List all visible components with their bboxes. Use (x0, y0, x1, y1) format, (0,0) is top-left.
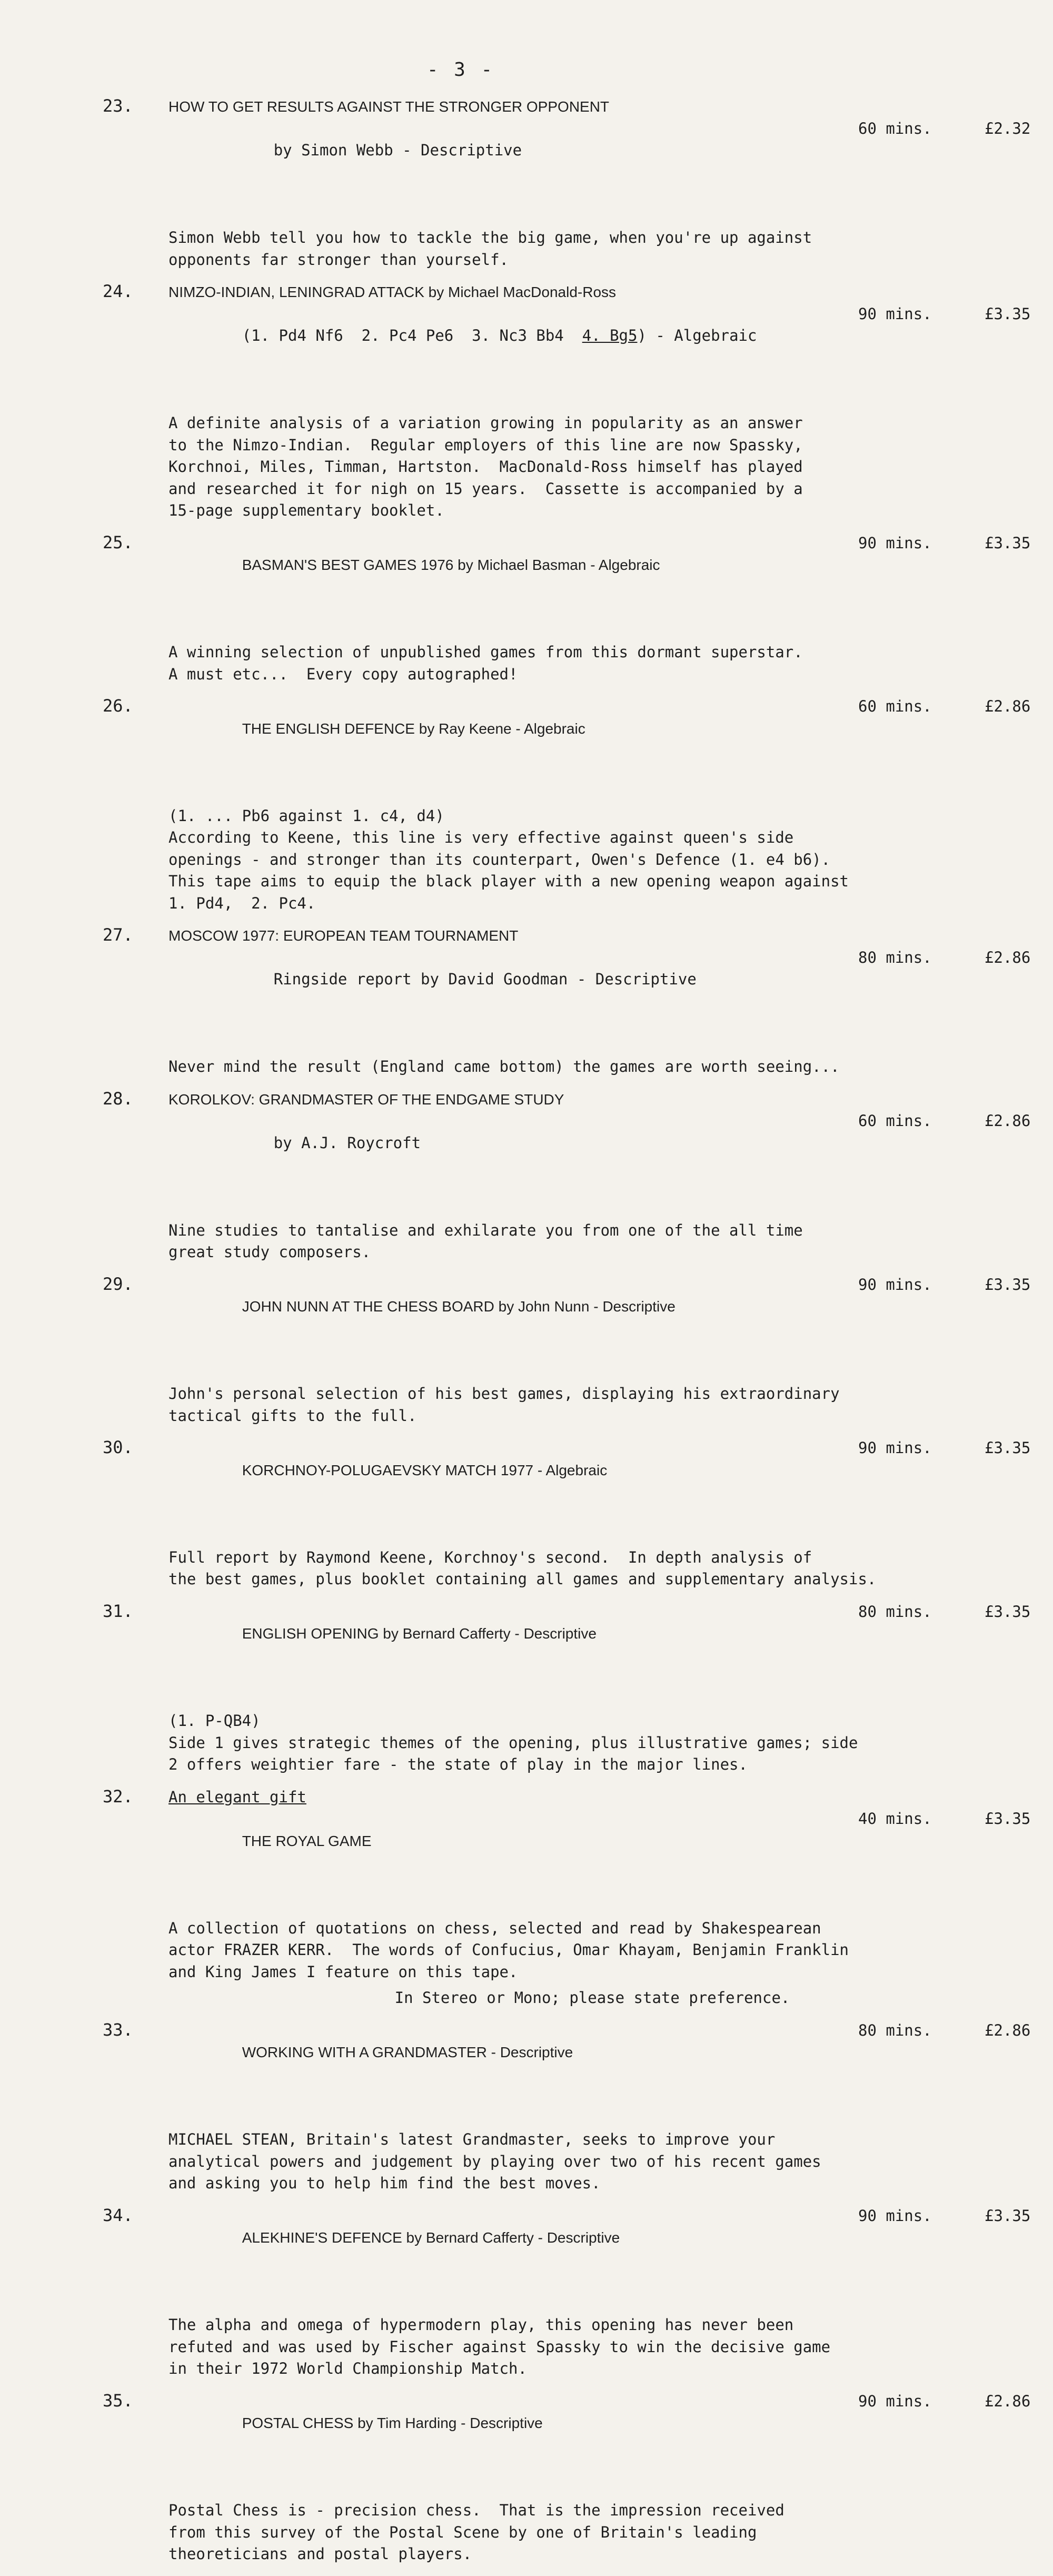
entry-duration: 60 mins. (858, 697, 932, 715)
cassette-catalogue (103, 96, 1031, 2576)
description-line: MICHAEL STEAN, Britain's latest Grandmaster, seeks to improve your (168, 2130, 776, 2148)
entry-price: £2.86 (985, 2021, 1031, 2039)
entry-number: 27. (103, 925, 133, 945)
description-line: theoreticians and postal players. (168, 2545, 472, 2563)
entry-number: 34. (103, 2205, 133, 2225)
description-line: 2 offers weightier fare - the state of play in the major lines. (168, 1755, 748, 1773)
description-line: opponents far stronger than yourself. (168, 250, 509, 269)
catalogue-entry-26 (103, 696, 1031, 914)
entry-number: 31. (103, 1601, 133, 1621)
description-line: refuted and was used by Fischer against Spassky to win the decisive game (168, 2337, 831, 2356)
entry-title: THE ROYAL GAME (242, 1832, 372, 1849)
entry-moves-notation: ) - Algebraic (637, 327, 757, 344)
entry-moves: (1. Pd4 Nf6 2. Pc4 Pe6 3. Nc3 Bb4 (242, 327, 582, 344)
entry-price: £3.35 (985, 1810, 1031, 1828)
description-line: 1. Pd4, 2. Pc4. (168, 894, 316, 912)
entry-title: ALEKHINE'S DEFENCE by Bernard Cafferty - Descriptive (242, 2229, 620, 2246)
entry-byline: by Simon Webb - Descriptive (273, 141, 522, 159)
catalogue-entry-24 (103, 281, 1031, 522)
description-line: According to Keene, this line is very effective against queen's side (168, 828, 794, 846)
description-line: Postal Chess is - precision chess. That is the impression received (168, 2501, 784, 2519)
description-line: A collection of quotations on chess, selected and read by Shakespearean (168, 1919, 821, 1937)
entry-number: 32. (103, 1786, 133, 1807)
description-line: tactical gifts to the full. (168, 1406, 417, 1425)
entry-duration: 60 mins. (858, 119, 932, 137)
catalogue-entry-28 (103, 1088, 1031, 1264)
description-line: to the Nimzo-Indian. Regular employers of this line are now Spassky, (168, 436, 803, 454)
catalogue-entry-27 (103, 925, 1031, 1078)
description-line: in their 1972 World Championship Match. (168, 2360, 527, 2377)
entry-duration: 80 mins. (858, 1602, 932, 1621)
entry-tagline: An elegant gift (168, 1788, 306, 1806)
entry-price: £3.35 (985, 1602, 1031, 1621)
entry-subtitle: (1. ... Pb6 against 1. c4, d4) (168, 806, 444, 825)
entry-title: NIMZO-INDIAN, LENINGRAD ATTACK by Michael MacDonald-Ross (168, 284, 617, 300)
entry-number: 30. (103, 1437, 133, 1457)
description-line: Korchnoi, Miles, Timman, Hartston. MacDonald-Ross himself has played (168, 458, 803, 476)
entry-duration: 90 mins. (858, 534, 932, 552)
description-line: 15-page supplementary booklet. (168, 501, 444, 519)
entry-title: KOROLKOV: GRANDMASTER OF THE ENDGAME STUDY (168, 1091, 564, 1108)
entry-price: £2.86 (985, 948, 1031, 966)
entry-title: ENGLISH OPENING by Bernard Cafferty - Descriptive (242, 1625, 597, 1642)
catalogue-entry-29 (103, 1274, 1031, 1427)
description-line: Never mind the result (England came bottom) the games are worth seeing... (168, 1058, 840, 1075)
entry-duration: 90 mins. (858, 2206, 932, 2225)
entry-duration: 90 mins. (858, 2392, 932, 2410)
description-line: John's personal selection of his best games, displaying his extraordinary (168, 1385, 840, 1403)
entry-title: KORCHNOY-POLUGAEVSKY MATCH 1977 - Algebraic (242, 1462, 608, 1478)
entry-byline: Ringside report by David Goodman - Descriptive (273, 970, 697, 988)
catalogue-entry-35 (103, 2390, 1031, 2565)
entry-price: £2.86 (985, 1112, 1031, 1130)
entry-note: In Stereo or Mono; please state preference. (394, 1989, 790, 2007)
catalogue-entry-30 (103, 1437, 1031, 1591)
catalogue-entry-34 (103, 2205, 1031, 2380)
description-line: A winning selection of unpublished games from this dormant superstar. (168, 643, 803, 661)
catalogue-entry-31 (103, 1601, 1031, 1776)
entry-duration: 40 mins. (858, 1810, 932, 1828)
description-line: This tape aims to equip the black player with a new opening weapon against (168, 872, 849, 890)
description-line: and researched it for nigh on 15 years. Cassette is accompanied by a (168, 479, 803, 498)
entry-number: 33. (103, 2019, 133, 2040)
entry-duration: 60 mins. (858, 1112, 932, 1130)
entry-number: 35. (103, 2390, 133, 2411)
catalogue-entry-23 (103, 96, 1031, 271)
description-line: The alpha and omega of hypermodern play, this opening has never been (168, 2316, 794, 2334)
page-number: - 3 - (426, 59, 495, 81)
catalogue-entry-33 (103, 2019, 1031, 2195)
description-line: the best games, plus booklet containing all games and supplementary analysis. (168, 1570, 877, 1588)
entry-price: £3.35 (985, 304, 1031, 323)
entry-price: £3.35 (985, 534, 1031, 552)
entry-duration: 90 mins. (858, 1275, 932, 1294)
entry-price: £2.32 (985, 119, 1031, 137)
description-line: from this survey of the Postal Scene by one of Britain's leading (168, 2523, 757, 2541)
entry-title: BASMAN'S BEST GAMES 1976 by Michael Basman - Algebraic (242, 557, 660, 573)
description-line: Full report by Raymond Keene, Korchnoy's second. In depth analysis of (168, 1548, 812, 1566)
description-line: and asking you to help him find the best moves. (168, 2174, 601, 2192)
entry-duration: 80 mins. (858, 948, 932, 966)
description-line: and King James I feature on this tape. (168, 1962, 518, 1981)
entry-subtitle: (1. P-QB4) (168, 1712, 261, 1730)
entry-price: £3.35 (985, 2206, 1031, 2225)
description-line: A definite analysis of a variation growing in popularity as an answer (168, 414, 803, 432)
description-line: A must etc... Every copy autographed! (168, 665, 518, 683)
entry-number: 28. (103, 1088, 133, 1109)
entry-duration: 90 mins. (858, 304, 932, 323)
entry-number: 24. (103, 281, 133, 301)
entry-title: MOSCOW 1977: EUROPEAN TEAM TOURNAMENT (168, 927, 519, 944)
description-line: great study composers. (168, 1243, 371, 1261)
entry-number: 29. (103, 1274, 133, 1294)
entry-number: 23. (103, 96, 133, 116)
entry-byline: by A.J. Roycroft (273, 1133, 421, 1152)
description-line: actor FRAZER KERR. The words of Confucius, Omar Khayam, Benjamin Franklin (168, 1941, 849, 1959)
description-line: Side 1 gives strategic themes of the opening, plus illustrative games; side (168, 1733, 858, 1752)
entry-price: £3.35 (985, 1439, 1031, 1457)
description-line: openings - and stronger than its counterpart, Owen's Defence (1. e4 b6). (168, 850, 831, 868)
description-line: analytical powers and judgement by playing over two of his recent games (168, 2152, 821, 2170)
entry-title: HOW TO GET RESULTS AGAINST THE STRONGER OPPONENT (168, 98, 610, 115)
entry-title: JOHN NUNN AT THE CHESS BOARD by John Nunn - Descriptive (242, 1298, 675, 1315)
description-line: Simon Webb tell you how to tackle the big game, when you're up against (168, 229, 812, 246)
entry-price: £2.86 (985, 2392, 1031, 2410)
catalogue-entry-32 (103, 1786, 1031, 2009)
entry-number: 25. (103, 532, 133, 552)
description-line: Nine studies to tantalise and exhilarate you from one of the all time (168, 1221, 803, 1239)
entry-number: 26. (103, 696, 133, 716)
entry-duration: 90 mins. (858, 1439, 932, 1457)
catalogue-entry-25 (103, 532, 1031, 686)
entry-title: THE ENGLISH DEFENCE by Ray Keene - Algebraic (242, 720, 585, 737)
entry-title: POSTAL CHESS by Tim Harding - Descriptive (242, 2415, 543, 2431)
entry-price: £3.35 (985, 1275, 1031, 1294)
entry-title: WORKING WITH A GRANDMASTER - Descriptive (242, 2044, 573, 2060)
entry-duration: 80 mins. (858, 2021, 932, 2039)
entry-price: £2.86 (985, 697, 1031, 715)
entry-moves-underlined: 4. Bg5 (582, 327, 638, 344)
